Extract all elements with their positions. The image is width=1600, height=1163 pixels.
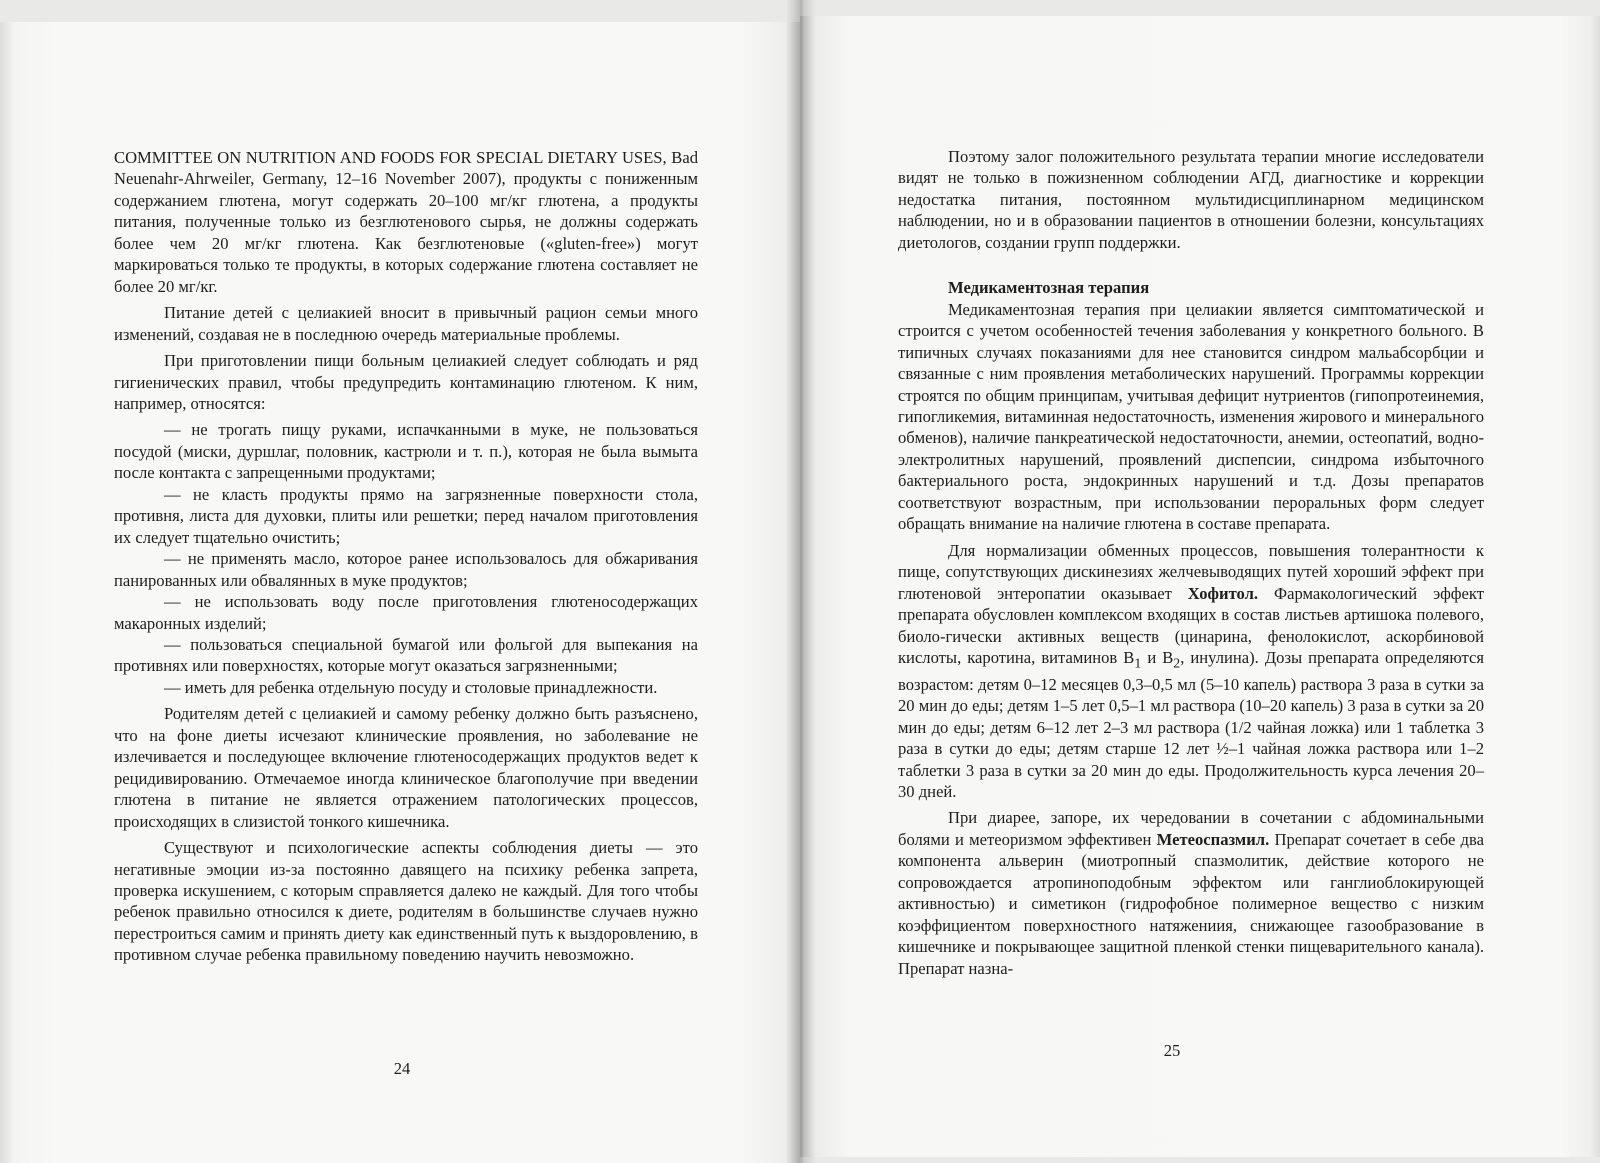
list-item: — не использовать воду после приготовления глютеносодержащих макаронных изделий; [114,592,698,633]
paragraph: При приготовлении пищи больным целиакией следует соблюдать и ряд гигиенических правил, чтобы предупредить контаминацию глютеном. К ним, например, относятся: [114,351,698,413]
book-gutter [786,0,816,1163]
paragraph: Поэтому залог положительного результата терапии многие исследователи видят не только в пожизненном соблюдении АГД, диагностике и коррекции недостатка питания, постоянном мультидисциплинарном медицинском наблюдении, но и в образовании пациентов в отношении болезни, консультациях диетологов, создании групп поддержки. [898,147,1484,252]
paragraph: Родителям детей с целиакией и самому ребенку должно быть разъяснено, что на фоне диеты исчезают клинические проявления, но заболевание не излечивается и последующее включение глютеносодержащих продуктов ведет к рецидивированию. Отмечаемое иногда клиническое благополучие при введении глютена в питание не является отражением патологических процессов, происходящих в слизистой тонкого кишечника. [114,704,698,831]
paragraph: Медикаментозная терапия при целиакии является симптоматической и строится с учетом особенностей течения заболевания у конкретного больного. В типичных случаях показаниями для нее становится синдром мальабсорбции и связанные с ним проявления метаболических нарушений. Программы коррекции строятся по общим принципам, учитывая дефицит нутриентов (гипопротеинемия, гипогликемия, витаминная недостаточность, изменения жирового и минерального обменов), наличие панкреатической недостаточности, анемии, остеопатий, водно-электролитных нарушений, проявлений диспепсии, синдрома избыточного бактериального роста, эндокринных нарушений и т.д. Дозы препаратов соответствуют возрастным, при использовании пероральных форм следует обращать внимание на наличие глютена в составе препарата. [898,299,1484,534]
paragraph: Питание детей с целиакией вносит в привычный рацион семьи много изменений, создавая не в последнюю очередь материальные проблемы. [114,303,698,344]
drug-name-meteospasmil: Метеоспазмил. [1156,829,1270,849]
paragraph: COMMITTEE ON NUTRITION AND FOODS FOR SPECIAL DIETARY USES, Bad Neuenahr-Ahrweiler, Germany, 12–16 November 2007), продукты с пониженным содержанием глютена, могут содержать 20–100 мг/кг глютена, а продукты питания, полученные только из безглютенового сырья, не должны содержать более чем 20 мг/кг глютена. Как безглютеновые («gluten-free») могут маркироваться только те продукты, в которых содержание глютена составляет не более 20 мг/кг. [114,148,698,296]
drug-name-hofitol: Хофитол. [1187,583,1259,603]
page-number: 24 [393,1059,411,1078]
list-item: — пользоваться специальной бумагой или фольгой для выпекания на противнях или поверхностях, которые могут оказаться загрязненными; [114,634,698,676]
left-page [0,22,800,1163]
subscript: 1 [1134,655,1142,671]
section-heading: Медикаментозная терапия [948,278,1150,298]
paragraph: Существуют и психологические аспекты соблюдения диеты — это негативные эмоции из-за постоянно давящего на психику ребенка запрета, проверка искушением, с которым справляется далеко не каждый. Для того чтобы ребенок правильно относился к диете, родителям в большинстве случаев нужно перестроиться самим и принять диету как единственный путь к выздоровлению, в противном случае ребенка правильному поведению научить невозможно. [114,838,698,965]
text-run: При диарее, запоре, их чередовании в сочетании с абдоминальными болями и метеоризмом эффективен [898,808,1484,849]
subscript: 2 [1173,655,1181,671]
list-item: — не применять масло, которое ранее использовалось для обжаривания панированных или обвалянных в муке продуктов; [114,549,698,590]
text-run: Для нормализации обменных процессов, повышения толерантности к пище, сопутствующих дискинезиях желчевыводящих путей хороший эффект при глютеновой энтеропатии оказывает [898,540,1484,603]
list-item: — иметь для ребенка отдельную посуду и столовые принадлежности. [164,677,658,697]
text-run: , инулина). Дозы препарата определяются возрастом: детям 0–12 месяцев 0,3–0,5 мл (5–10 капель) раствора 3 раза в сутки за 20 мин до еды; детям 1–5 лет 0,5–1 мл раствора (10–20 капель) 3 раза в сутки за 20 мин до еды; детям 6–12 лет 2–3 мл раствора (1/2 чайная ложка) или 1 таблетка 3 раза в сутки до еды; детям старше 12 лет ½–1 чайная ложка раствора или 1–2 таблетки 3 раза в сутки за 20 мин до еды. Продолжительность курса лечения 20–30 дней. [898,647,1485,801]
paragraph [898,540,1484,803]
right-page [800,16,1600,1157]
text-run: и B [1141,647,1174,667]
text-run: Препарат сочетает в себе два компонента альверин (миотропный спазмолитик, действие которого не сопровождается атропиноподобным эффектом или ганглиоблокирующей активностью) и симетикон (гидрофобное полимерное вещество с низким коэффициентом поверхностного натяжениия, снижающее газообразование в кишечнике и покрывающее защитной пленкой стенки пищеварительного канала). Препарат назна- [898,829,1484,978]
right-page-text [898,146,1484,984]
text-run: Фармакологический эффект препарата обусловлен комплексом входящих в состав листьев артишока полевого, биоло-гически активных веществ (цинарина, фенолокислот, аскорбиновой кислоты, каротина, витаминов B [898,583,1484,667]
list-item: — не трогать пищу руками, испачканными в муке, не пользоваться посудой (миски, дуршлаг, половник, кастрюли и т. п.), которая не была вымыта после контакта с запрещенными продуктами; [114,420,698,483]
list-item: — не класть продукты прямо на загрязненные поверхности стола, противня, листа для духовки, плиты или решетки; перед началом приготовления их следует тщательно очистить; [114,484,698,547]
left-page-text [114,147,698,971]
paragraph [898,807,1484,979]
page-number: 25 [1163,1041,1181,1060]
